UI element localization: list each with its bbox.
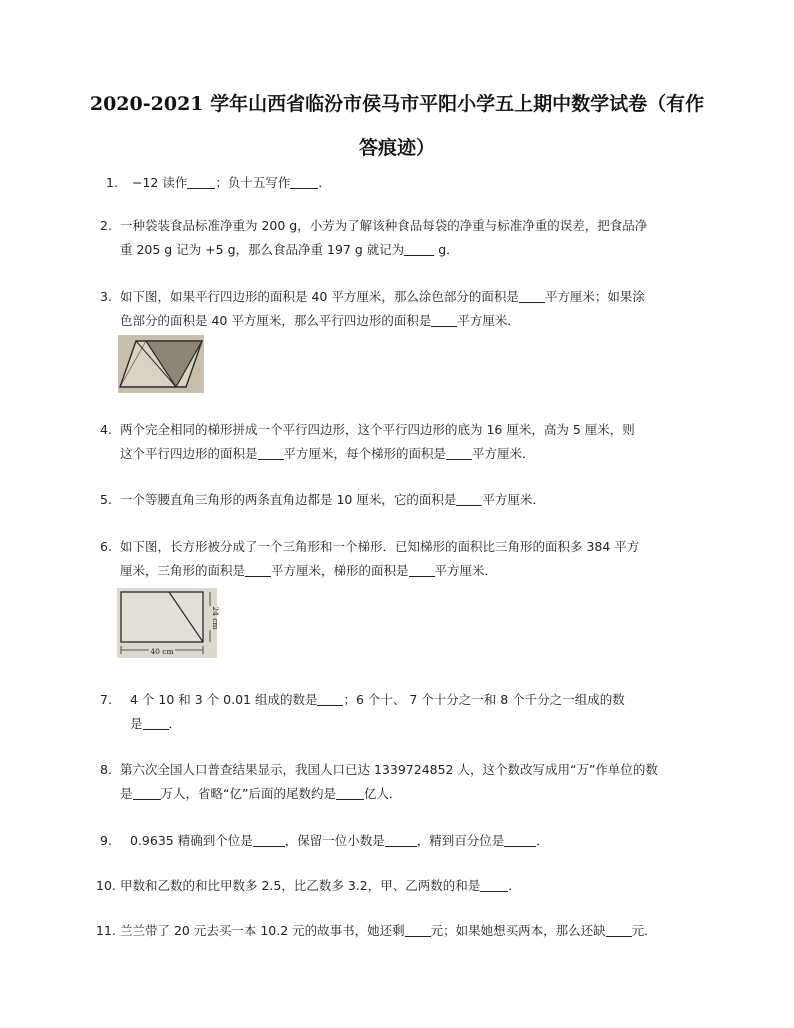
question-text: 4 个 10 和 3 个 0.01 组成的数是 [130,692,318,707]
question-number: 2. [100,218,112,233]
answer-blank [317,691,343,706]
question-number: 10. [96,878,116,893]
question-number: 5. [100,492,112,507]
question-text: 0.9635 精确到个位是 [130,833,253,848]
answer-blank [258,445,284,460]
question-7 [100,688,720,736]
question-text: ；负十五写作 [215,175,291,190]
answer-blank [385,832,417,847]
answer-blank [143,715,169,730]
question-9 [100,829,720,853]
question-text: 是 [130,716,143,731]
question-number: 3. [100,289,112,304]
question-text: 这个平行四边形的面积是 [120,446,258,461]
question-text: ． [318,175,331,190]
question-number: 4. [100,422,112,437]
question-2 [100,214,720,262]
question-text: 色部分的面积是 40 平方厘米，那么平行四边形的面积是 [120,313,432,328]
title-line-1: 2020-2021 学年山西省临汾市侯马市平阳小学五上期中数学试卷（有作 [89,93,705,115]
question-text: 如下图，如果平行四边形的面积是 40 平方厘米，那么涂色部分的面积是 [120,289,519,304]
answer-blank [431,312,457,327]
question-text: ． [536,833,549,848]
question-3 [100,285,720,333]
parallelogram-figure [118,335,204,393]
answer-blank [446,445,472,460]
question-text: 如下图，长方形被分成了一个三角形和一个梯形．已知梯形的面积比三角形的面积多 384 平方 [120,539,640,554]
question-8 [100,758,720,806]
height-label: 24 cm [211,606,220,630]
width-label: 40 cm [150,647,174,656]
answer-blank [456,491,482,506]
question-text: 甲数和乙数的和比甲数多 2.5，比乙数多 3.2，甲、乙两数的和是 [120,878,481,893]
question-number: 7. [100,692,112,707]
question-text: 亿人． [363,786,402,801]
rectangle-figure [117,588,220,658]
question-number: 9. [100,833,112,848]
question-text: 平方厘米． [457,313,520,328]
question-text: 兰兰带了 20 元去买一本 10.2 元的故事书，她还剩 [120,923,405,938]
question-number: 8. [100,762,112,777]
title-line-2: 答痕迹） [358,137,435,159]
question-text: 是 [120,786,133,801]
question-text: g． [434,242,459,257]
question-text: 一个等腰直角三角形的两条直角边都是 10 厘米，它的面积是 [120,492,457,507]
question-text: 平方厘米． [434,563,498,578]
answer-blank [404,241,434,256]
question-5 [100,488,720,512]
question-text: 元． [631,923,657,938]
question-4 [100,418,720,466]
question-text: 一种袋装食品标准净重为 200 g，小芳为了解该种食品每袋的净重与标准净重的误差，把食品净 [120,218,648,233]
question-text: ． [508,878,521,893]
answer-blank [409,562,435,577]
question-text: 万人，省略“亿”后面的尾数约是 [160,786,336,801]
question-text: 厘米，三角形的面积是 [120,563,246,578]
question-text: 平方厘米，梯形的面积是 [271,563,409,578]
answer-blank [133,785,161,800]
question-number: 6. [100,539,112,554]
answer-blank [187,174,215,189]
question-text: 平方厘米． [472,446,535,461]
question-1 [108,171,720,195]
question-text: −12 读作 [132,175,188,190]
question-number: 1. [106,175,118,190]
answer-blank [336,785,364,800]
question-text: ，精到百分位是 [416,833,505,848]
question-number: 11. [96,923,116,938]
question-text: 平方厘米． [482,492,545,507]
question-text: 平方厘米；如果涂 [544,289,645,304]
answer-blank [245,562,271,577]
answer-blank [606,922,632,937]
answer-blank [504,832,536,847]
question-11 [96,919,728,943]
answer-blank [405,922,431,937]
answer-blank [480,877,508,892]
question-text: ． [168,716,182,731]
answer-blank [519,288,545,303]
question-text: ，保留一位小数是 [284,833,385,848]
question-10 [96,874,720,898]
question-6 [100,535,720,583]
question-text: ；6 个十、 7 个十分之一和 8 个千分之一组成的数 [343,692,625,707]
question-text: 第六次全国人口普查结果显示，我国人口已达 1339724852 人，这个数改写成用“万”作单位的数 [120,762,658,777]
question-text: 平方厘米，每个梯形的面积是 [283,446,447,461]
question-text: 两个完全相同的梯形拼成一个平行四边形，这个平行四边形的底为 16 厘米，高为 5 厘米，则 [120,422,635,437]
answer-blank [253,832,285,847]
question-text: 元；如果她想买两本，那么还缺 [430,923,606,938]
document-title [60,82,734,170]
question-text: 重 205 g 记为 +5 g，那么食品净重 197 g 就记为 [120,242,405,257]
answer-blank [290,174,318,189]
